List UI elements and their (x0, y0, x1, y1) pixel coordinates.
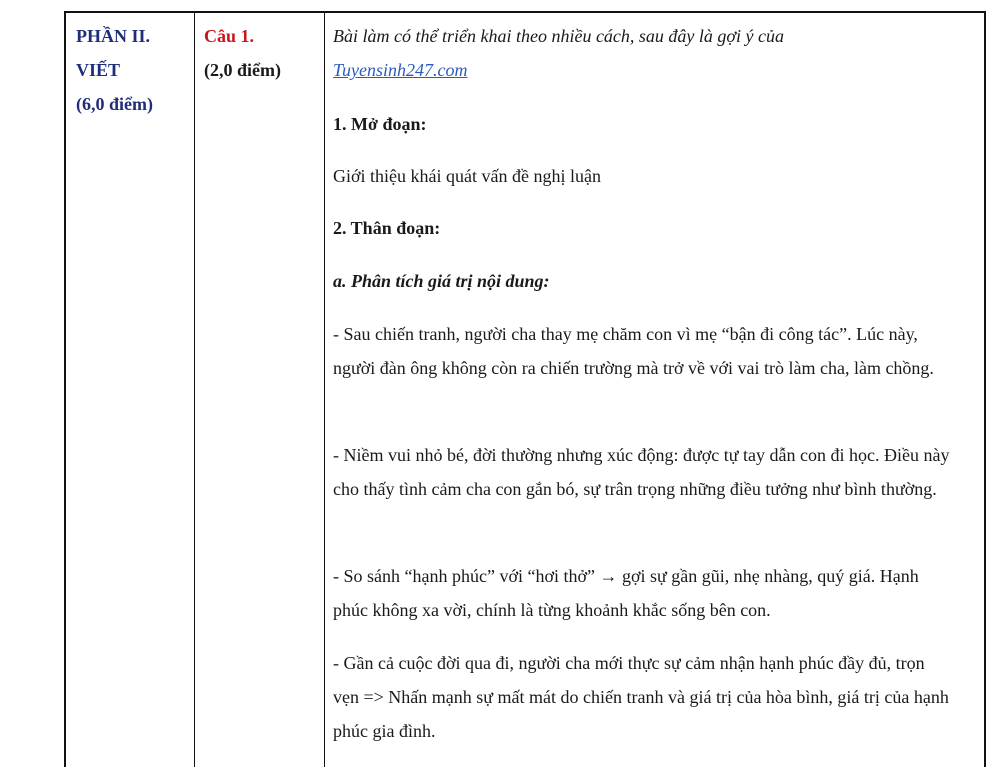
heading-than-doan: 2. Thân đoạn: (333, 218, 441, 238)
question-points: (2,0 điểm) (204, 60, 281, 80)
bullet-paragraph: - Niềm vui nhỏ bé, đời thường nhưng xúc động: được tự tay dẫn con đi học. Điều này cho thấy tình cảm cha con gắn bó, sự trân trọng những điều tưởng như bình thường. (333, 445, 950, 499)
bullet-paragraph: - Sau chiến tranh, người cha thay mẹ chăm con vì mẹ “bận đi công tác”. Lúc này, người đàn ông không còn ra chiến trường mà trở về với vai trò làm cha, làm chồng. (333, 324, 934, 378)
section-part-label: PHẦN II. (76, 26, 151, 46)
answer-intro: Bài làm có thể triển khai theo nhiều cách, sau đây là gợi ý của (333, 26, 785, 46)
question-label: Câu 1. (204, 26, 255, 46)
section-part-name: VIẾT (76, 60, 121, 80)
bullet-paragraph: - So sánh “hạnh phúc” với “hơi thở” → gợi sự gần gũi, nhẹ nhàng, quý giá. Hạnh phúc không xa vời, chính là từng khoảnh khắc sống bên con. (333, 566, 919, 620)
heading-mo-doan: 1. Mở đoạn: (333, 114, 427, 134)
column-divider-2 (324, 13, 325, 767)
subheading-noi-dung: a. Phân tích giá trị nội dung: (333, 271, 550, 291)
column-divider-1 (194, 13, 195, 767)
source-link[interactable]: Tuyensinh247.com (333, 60, 468, 80)
text-mo-doan: Giới thiệu khái quát vấn đề nghị luận (333, 166, 601, 186)
section-part-points: (6,0 điểm) (76, 94, 153, 114)
bullet-paragraph: - Gần cả cuộc đời qua đi, người cha mới thực sự cảm nhận hạnh phúc đầy đủ, trọn vẹn => Nhấn mạnh sự mất mát do chiến tranh và giá trị của hòa bình, giá trị của hạnh phúc gia đình. (333, 653, 949, 741)
